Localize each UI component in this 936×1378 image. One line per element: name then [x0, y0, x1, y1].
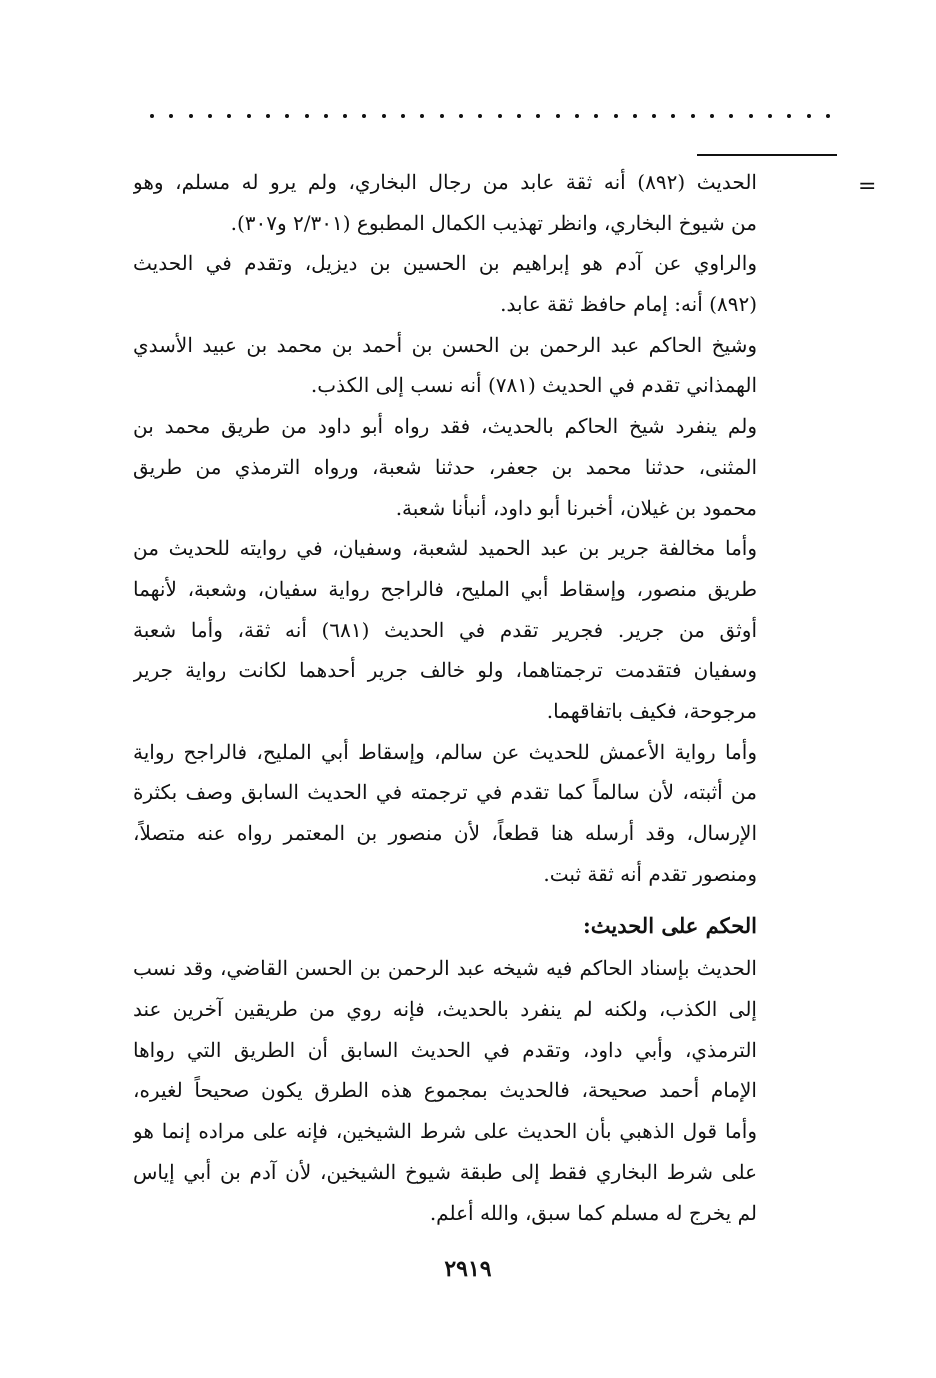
- dotted-separator: [150, 106, 830, 126]
- text-line: الهمذاني تقدم في الحديث (٧٨١) أنه نسب إلى الكذب.: [310, 373, 757, 398]
- footnote-paragraph: [133, 243, 757, 324]
- text-line: (٨٩٢) أنه: إمام حافظ ثقة عابد.: [500, 292, 757, 317]
- footnote-paragraph: [133, 732, 757, 895]
- separator-dot: [826, 114, 830, 118]
- separator-dot: [594, 114, 598, 118]
- separator-dot: [710, 114, 714, 118]
- text-line: أوثق من جرير. فجرير تقدم في الحديث (٦٨١) أنه ثقة، وأما شعبة: [133, 617, 757, 642]
- separator-dot: [652, 114, 656, 118]
- text-line: وأما رواية الأعمش للحديث عن سالم، وإسقاط أبي المليح، فالراجح رواية: [133, 739, 757, 764]
- separator-dot: [169, 114, 173, 118]
- page-body: [133, 162, 757, 1233]
- separator-dot: [614, 114, 618, 118]
- separator-dot: [208, 114, 212, 118]
- separator-dot: [787, 114, 791, 118]
- section-gap: [133, 894, 757, 904]
- text-line: ولم ينفرد شيخ الحاكم بالحديث، فقد رواه أبو داود من طريق محمد بن: [133, 414, 757, 439]
- page-number: ٢٩١٩: [444, 1256, 492, 1282]
- separator-dot: [729, 114, 733, 118]
- text-line: الإمام أحمد صحيحة، فالحديث بمجموع هذه الطرق يكون صحيحاً لغيره،: [133, 1078, 757, 1103]
- separator-dot: [691, 114, 695, 118]
- separator-dot: [324, 114, 328, 118]
- separator-dot: [401, 114, 405, 118]
- footnote-section: [133, 162, 757, 894]
- text-line: وأما قول الذهبي بأن الحديث على شرط الشيخين، فإنه على مراده إنما هو: [133, 1119, 757, 1144]
- separator-dot: [633, 114, 637, 118]
- separator-dot: [749, 114, 753, 118]
- separator-dot: [382, 114, 386, 118]
- text-line: الحديث بإسناد الحاكم فيه شيخه عبد الرحمن بن الحسن القاضي، وقد نسب: [133, 956, 757, 981]
- separator-dot: [420, 114, 424, 118]
- separator-dot: [459, 114, 463, 118]
- separator-dot: [343, 114, 347, 118]
- separator-dot: [305, 114, 309, 118]
- separator-dot: [768, 114, 772, 118]
- text-line: الترمذي، وأبي داود، وتقدم في الحديث السابق أن الطريق التي رواها: [133, 1037, 757, 1062]
- ruling-heading: الحكم على الحديث:: [583, 913, 757, 939]
- separator-dot: [498, 114, 502, 118]
- text-line: على شرط البخاري فقط إلى طبقة شيوخ الشيخين، لأن آدم بن أبي إياس: [133, 1159, 757, 1184]
- separator-dot: [266, 114, 270, 118]
- continuation-mark: =: [858, 174, 877, 199]
- separator-dot: [575, 114, 579, 118]
- text-line: وأما مخالفة جرير بن عبد الحميد لشعبة، وسفيان، في روايته للحديث من: [133, 536, 757, 561]
- separator-dot: [671, 114, 675, 118]
- text-line: لم يخرج له مسلم كما سبق، والله أعلم.: [429, 1200, 757, 1225]
- separator-dot: [150, 114, 154, 118]
- separator-dot: [189, 114, 193, 118]
- separator-dot: [517, 114, 521, 118]
- separator-dot: [362, 114, 366, 118]
- text-line: والراوي عن آدم هو إبراهيم بن الحسين بن ديزيل، وتقدم في الحديث: [133, 251, 757, 276]
- text-line: الإرسال، وقد أرسله هنا قطعاً، لأن منصور بن المعتمر رواه عنه متصلاً،: [133, 821, 757, 845]
- separator-dot: [285, 114, 289, 118]
- footnote-paragraph: [133, 162, 757, 243]
- text-line: وسفيان فتقدمت ترجمتاهما، ولو خالف جرير أحدهما لكانت رواية جرير: [133, 658, 757, 683]
- footnote-paragraph: [133, 325, 757, 406]
- footnote-rule: [697, 154, 837, 156]
- separator-dot: [536, 114, 540, 118]
- text-line: طريق منصور، وإسقاط أبي المليح، فالراجح رواية سفيان، وشعبة، لأنهما: [133, 576, 757, 601]
- footnote-paragraph: [133, 406, 757, 528]
- text-line: محمود بن غيلان، أخبرنا أبو داود، أنبأنا شعبة.: [395, 495, 757, 520]
- text-line: وشيخ الحاكم عبد الرحمن بن الحسن بن أحمد بن محمد بن عبيد الأسدي: [133, 332, 757, 357]
- footnote-paragraph: [133, 528, 757, 731]
- separator-dot: [440, 114, 444, 118]
- text-line: إلى الكذب، ولكنه لم ينفرد بالحديث، فإنه روي من طريقين آخرين عند: [133, 997, 757, 1022]
- separator-dot: [247, 114, 251, 118]
- text-line: المثنى، حدثنا محمد بن جعفر، حدثنا شعبة، ورواه الترمذي من طريق: [133, 454, 757, 479]
- separator-dot: [807, 114, 811, 118]
- text-line: مرجوحة، فكيف باتفاقهما.: [546, 698, 757, 723]
- separator-dot: [478, 114, 482, 118]
- separator-dot: [556, 114, 560, 118]
- text-line: ومنصور تقدم أنه ثقة ثبت.: [543, 861, 757, 886]
- text-line: من شيوخ البخاري، وانظر تهذيب الكمال المطبوع (٢/٣٠١ و٣٠٧).: [230, 210, 757, 235]
- separator-dot: [227, 114, 231, 118]
- text-line: من أثبته، لأن سالماً كما تقدم في ترجمته في الحديث السابق وصف بكثرة: [133, 780, 757, 805]
- text-line: الحديث (٨٩٢) أنه ثقة عابد من رجال البخاري، ولم يرو له مسلم، وهو: [133, 170, 757, 194]
- ruling-section: [133, 948, 757, 1233]
